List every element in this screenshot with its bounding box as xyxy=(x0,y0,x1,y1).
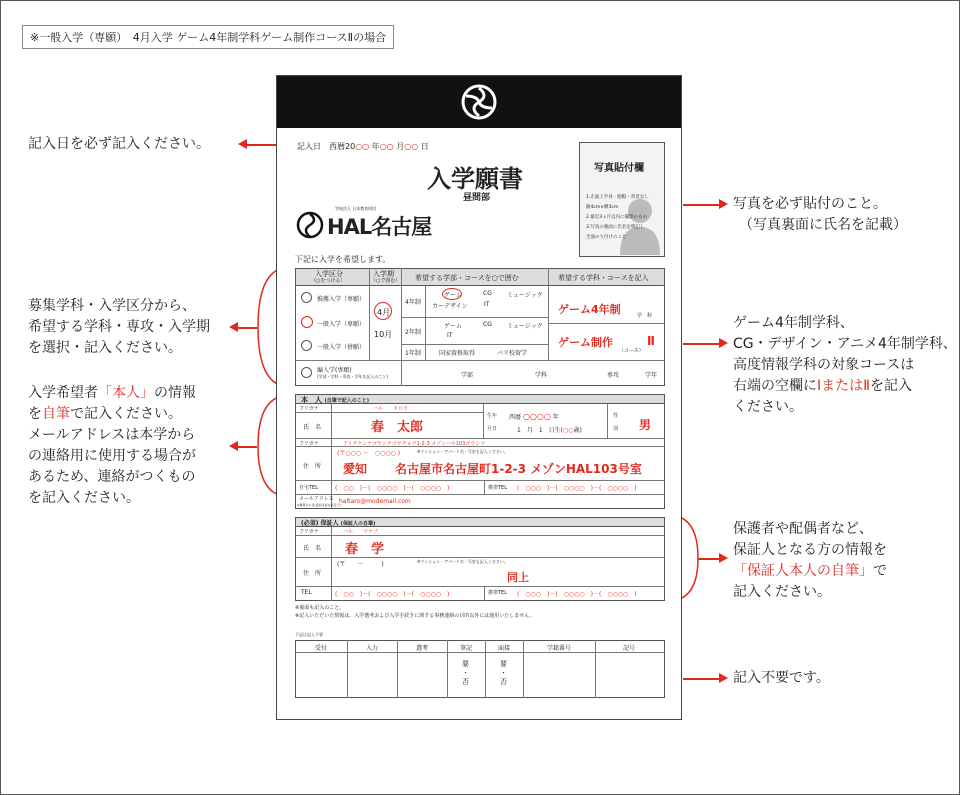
guarantor-title-text: (必須) 保証人 xyxy=(301,520,339,527)
arrowhead-right-course xyxy=(719,338,728,348)
furigana-label: フリガナ xyxy=(299,406,319,412)
g-tel-value: ( ○○ )－( ○○○○ )－( ○○○○ ) xyxy=(335,591,450,598)
addr-furigana-label: フリガナ xyxy=(299,441,319,447)
note-guarantor xyxy=(733,519,887,603)
g-name-value: 春 学 xyxy=(345,542,385,557)
year-label: 年 xyxy=(371,142,380,151)
note-text: メールアドレスは本学から xyxy=(28,427,196,443)
y2-label: 2年制 xyxy=(405,329,421,336)
transfer-label: 編入学(専願) xyxy=(317,367,352,374)
g-tel-label: TEL xyxy=(301,589,312,596)
date-row xyxy=(297,141,429,152)
g-name-label: 氏 名 xyxy=(303,545,322,552)
form-intro: 下記に入学を希望します。 xyxy=(295,255,391,264)
mobile-tel-label: 携帯TEL xyxy=(488,485,507,491)
furigana-value: ハル タロウ xyxy=(373,406,409,412)
opt2-label: 一般入学（専願） xyxy=(317,321,366,328)
arrowhead-unneeded xyxy=(719,673,728,683)
sex-label: 性 xyxy=(613,413,619,419)
g-mobile-value: ( ○○○ )－( ○○○○ )－( ○○○○ ) xyxy=(517,591,637,598)
col-kibou: 希望する学部・コースを○で囲む xyxy=(415,274,519,282)
y1-label: 1年制 xyxy=(405,350,421,357)
case-header: ※一般入学（専願） 4月入学 ゲーム4年制学科ゲーム制作コースⅡの場合 xyxy=(22,25,394,49)
guarantor-title-sub: (保証人の自筆) xyxy=(340,521,376,527)
photo-note: 全面のり付けのこと xyxy=(586,235,627,240)
addr-furigana-value: アイチケンナゴヤシナゴヤチョウ1-2-3 メゾンハル103ゴウシツ xyxy=(343,441,486,447)
transfer-major: 専攻 xyxy=(607,372,620,379)
sex-value: 男 xyxy=(639,418,652,432)
note-text: ください。 xyxy=(733,399,803,415)
note-text: ゲーム4年制学科、 xyxy=(733,315,854,331)
home-tel-value: ( ○○ )－( ○○○○ )－( ○○○○ ) xyxy=(335,485,450,492)
col-kinyu: 希望する学科・コースを記入 xyxy=(558,274,649,282)
note-emph: 自筆 xyxy=(42,406,70,422)
transfer-sub: (学部・学科・専攻・学年を記入のこと) xyxy=(317,374,389,379)
game2-label: ゲーム xyxy=(444,323,463,330)
dept-suffix: 学 科 xyxy=(637,313,653,319)
radio-opt3[interactable] xyxy=(301,340,312,351)
col-ki: 入学期 xyxy=(373,270,394,278)
month-label: 月 xyxy=(396,142,405,151)
paris-label: パリ校留学 xyxy=(497,350,528,357)
mansion-note: ※マンション・アパート名・号室も記入ください。 xyxy=(417,449,508,454)
office-col: 記号 xyxy=(623,645,636,652)
col-kubun: 入学区分 xyxy=(315,270,343,278)
g-furigana-label: フリガナ xyxy=(299,529,319,535)
yohi-interview: 要 ・ 否 xyxy=(500,660,507,686)
birth-md-value: 1 月 1 日生( xyxy=(517,427,563,434)
g-address-value: 同上 xyxy=(507,571,529,584)
g-address-label: 住 所 xyxy=(303,570,322,577)
note-text: の情報 xyxy=(154,385,196,401)
mail-value: haltaro@modemail.com xyxy=(339,498,411,505)
note-course-line: 募集学科・入学区分から、 xyxy=(28,298,196,314)
october-label: 10月 xyxy=(374,330,393,339)
note-emph: 「本人」 xyxy=(98,385,154,401)
note-text: CG・デザイン・アニメ4年制学科、 xyxy=(733,336,957,352)
office-col: 入力 xyxy=(366,645,379,652)
game4-label: ゲーム xyxy=(444,292,463,299)
birth-label: 生年 xyxy=(487,413,498,419)
note-text: 保護者や配偶者など、 xyxy=(733,521,873,537)
school-small: 学校法人 日本教育財団 xyxy=(335,206,377,211)
col-ki-sub: （○で囲む） xyxy=(371,278,401,284)
date-month-value: ○○ xyxy=(379,142,394,151)
photo-note: 縦4cm×横3cm xyxy=(586,205,619,210)
note-text: 保証人となる方の情報を xyxy=(733,542,887,558)
arrowhead-applicant xyxy=(229,441,238,451)
applicant-title-text: 本 人 xyxy=(301,396,322,404)
radio-opt1[interactable] xyxy=(301,292,312,303)
arrow-right-course xyxy=(683,343,721,345)
course-dept-value: ゲーム4年制 xyxy=(558,303,621,316)
name-label: 氏 名 xyxy=(303,424,322,431)
postal-value: (〒○○○ － ○○○○ ) xyxy=(337,450,401,457)
note-text: で記入ください。 xyxy=(70,406,182,422)
mobile-tel-value: ( ○○○ )－( ○○○○ )－( ○○○○ ) xyxy=(517,485,637,492)
applicant-title-sub: (自筆で記入のこと) xyxy=(324,398,370,404)
transfer-dept: 学科 xyxy=(535,372,548,379)
date-day-value: ○○ xyxy=(404,142,419,151)
note-text: を xyxy=(28,406,42,422)
it4-label: IT xyxy=(484,301,490,308)
note-text: 入学希望者 xyxy=(28,385,98,401)
g-mobile-label: 携帯TEL xyxy=(488,590,507,596)
arrowhead-guarantor xyxy=(719,553,728,563)
office-table xyxy=(295,640,665,698)
music4-label: ミュージック xyxy=(507,292,543,299)
mail-label: メールアドレス xyxy=(299,496,334,502)
mail-note: ※携帯のも可(受信可能な設定で) xyxy=(297,503,341,507)
day-label: 日 xyxy=(420,142,429,151)
guarantor-title xyxy=(301,518,375,527)
col-kubun-sub: （○をつける） xyxy=(311,278,346,284)
birth-year-value: ○○○○ xyxy=(522,412,551,421)
birth-md-row xyxy=(517,425,582,434)
it2-label: IT xyxy=(447,332,453,339)
name-value: 春 太郎 xyxy=(371,420,424,435)
arrow-unneeded xyxy=(683,678,721,680)
age-value: ○○ xyxy=(562,427,574,434)
cg2-label: CG xyxy=(483,321,492,328)
note-emph: 「保証人本人の自筆」 xyxy=(733,563,873,579)
office-col: 選考 xyxy=(416,645,429,652)
home-tel-label: 自宅TEL xyxy=(299,485,318,491)
note-text: 右端の空欄に xyxy=(733,378,817,394)
pref-value: 愛知 xyxy=(343,462,368,476)
form-subtitle: 昼間部 xyxy=(463,193,491,203)
note-course-line: 希望する学科・専攻・入学期 xyxy=(28,319,210,335)
office-col: 受付 xyxy=(315,645,328,652)
photo-note: 3.写真の裏面に氏名を明記し xyxy=(586,225,645,230)
note-text: を記入 xyxy=(870,378,913,394)
note-unneeded: 記入不要です。 xyxy=(733,670,830,686)
g-postal-value: (〒 － ) xyxy=(337,561,384,568)
note-text: 高度情報学科の対象コースは xyxy=(733,357,915,373)
application-form xyxy=(276,75,682,720)
note-course-line: を選択・記入ください。 xyxy=(28,340,182,356)
photo-box xyxy=(579,142,665,257)
y4-label: 4年制 xyxy=(405,299,421,306)
note-text: を記入ください。 xyxy=(28,490,140,506)
note-text: 記入ください。 xyxy=(733,584,831,600)
sex-label2: 別 xyxy=(613,426,619,432)
birth-year-row xyxy=(509,412,559,421)
seireki-label: 西暦 xyxy=(509,414,522,421)
arrowhead-course xyxy=(229,322,238,332)
yohi-written: 要 ・ 否 xyxy=(462,660,469,686)
course-roman-value: Ⅱ xyxy=(647,334,655,348)
date-year-value: ○○ xyxy=(355,142,370,151)
cardesign-label: カーデザイン xyxy=(432,303,468,310)
g-furigana-value: ハル マナブ xyxy=(343,529,379,535)
date-label: 記入日 西暦20 xyxy=(297,142,356,151)
nen-label: 年 xyxy=(552,414,559,421)
note-text: あるため、連絡がつくもの xyxy=(28,469,196,485)
address-value: 名古屋市名古屋町1-2-3 メゾンHAL103号室 xyxy=(395,462,642,476)
music2-label: ミュージック xyxy=(507,323,543,330)
note-text: で xyxy=(873,563,887,579)
form-title: 入学願書 xyxy=(427,165,523,193)
photo-note: 2.最近3ヵ月以内に撮影のもの xyxy=(586,215,648,220)
applicant-title xyxy=(301,395,369,405)
g-mansion-note: ※マンション・アパート名・号室も記入ください。 xyxy=(417,559,508,564)
photo-title: 写真貼付欄 xyxy=(594,163,644,174)
note-text: 写真を必ず貼付のこと。 xyxy=(733,196,887,212)
note-course xyxy=(28,296,210,359)
note-photo xyxy=(733,194,907,236)
office-col: 筆記 xyxy=(460,645,473,652)
opt1-label: 推薦入学（専願） xyxy=(317,296,366,303)
cg4-label: CG xyxy=(483,290,492,297)
sai-label: 歳) xyxy=(573,427,582,434)
school-logo-icon xyxy=(295,210,325,240)
arrowhead-photo xyxy=(719,199,728,209)
note-right-course xyxy=(733,313,957,418)
arrow-photo xyxy=(683,204,721,206)
form-header-bar xyxy=(277,76,681,128)
course-value: ゲーム制作 xyxy=(558,336,613,349)
course-suffix: （コース） xyxy=(619,348,644,354)
note-text: （写真裏面に氏名を記載） xyxy=(739,217,907,233)
transfer-faculty: 学部 xyxy=(461,372,474,379)
radio-opt2[interactable] xyxy=(301,316,313,328)
april-label: 4月 xyxy=(377,308,391,317)
licence-label: 国家資格取得 xyxy=(439,350,476,357)
school-name: HAL名古屋 xyxy=(327,215,432,239)
office-use-label: 下記は記入不要 xyxy=(295,632,323,637)
arrowhead-date xyxy=(238,139,247,149)
radio-transfer[interactable] xyxy=(301,367,312,378)
note-text: の連絡用に使用する場合が xyxy=(28,448,196,464)
office-col: 学籍番号 xyxy=(547,645,572,652)
opt3-label: 一般入学（併願） xyxy=(317,344,366,351)
footnote-2: ※記入いただいた情報は、入学選考および入学手続きに関する事務連絡の目的以外には使用いたしません。 xyxy=(295,613,535,619)
note-applicant xyxy=(28,383,196,509)
office-col: 面接 xyxy=(498,645,511,652)
address-label: 住 所 xyxy=(303,463,322,470)
birth-label2: 月日 xyxy=(487,426,498,432)
arrow-guarantor xyxy=(698,558,721,560)
note-emph: ⅠまたはⅡ xyxy=(817,378,871,394)
photo-note: 1.正面上半身・脱帽・背景なし xyxy=(586,195,649,200)
photo-notes xyxy=(586,193,649,243)
footnote-1: ※裏面も記入のこと。 xyxy=(295,605,345,611)
school-emblem-icon xyxy=(459,82,499,122)
note-date: 記入日を必ず記入ください。 xyxy=(28,136,210,152)
transfer-grade: 学年 xyxy=(645,372,658,379)
